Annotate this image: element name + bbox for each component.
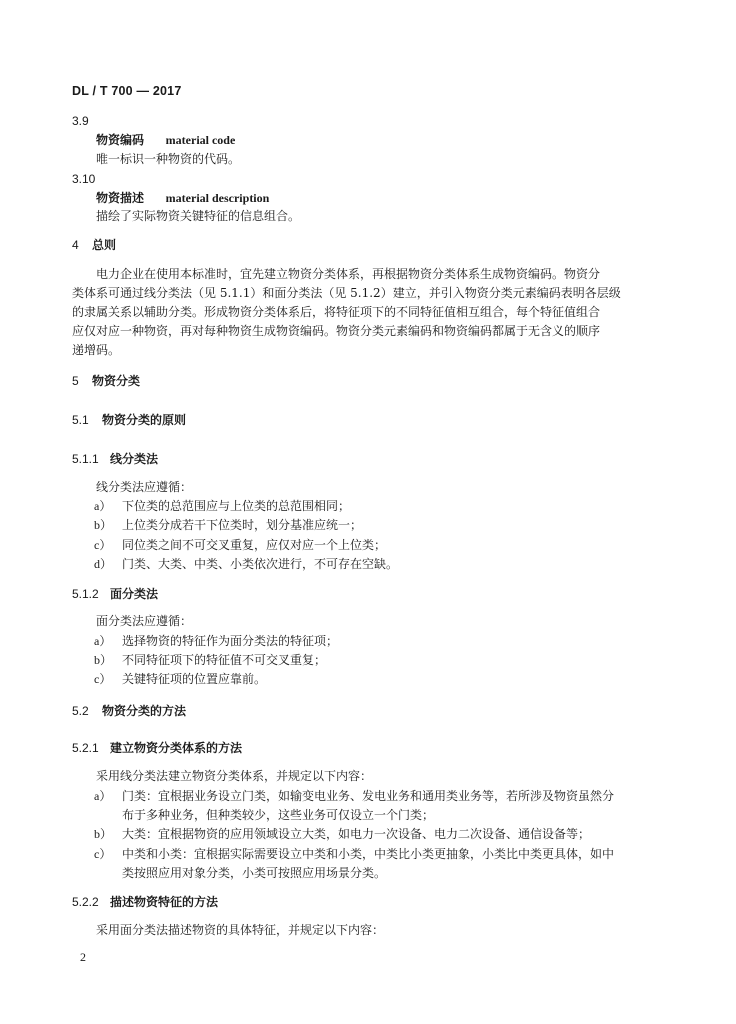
list-marker: c） — [94, 538, 112, 552]
list-item: 不同特征项下的特征值不可交叉重复； — [122, 653, 327, 667]
term-definition: 描绘了实际物资关键特征的信息组合。 — [96, 209, 301, 223]
paragraph-line: 类体系可通过线分类法（见 5.1.1）和面分类法（见 5.1.2）建立，并引入物资分类元素编码表明各层级 — [72, 286, 621, 300]
paragraph-line: 电力企业在使用本标准时，宜先建立物资分类体系，再根据物资分类体系生成物资编码。物资分 — [96, 267, 601, 281]
paragraph-line: 采用面分类法描述物资的具体特征，并规定以下内容： — [96, 923, 385, 937]
paragraph-line: 应仅对应一种物资，再对每种物资生成物资编码。物资分类元素编码和物资编码都属于无含义的顺序 — [72, 324, 601, 338]
list-marker: a） — [94, 789, 112, 803]
list-marker: c） — [94, 847, 112, 861]
list-item: 门类、大类、中类、小类依次进行，不可存在空缺。 — [122, 557, 399, 571]
list-item: 同位类之间不可交叉重复，应仅对应一个上位类； — [122, 538, 387, 552]
section-heading: 5.1.1 线分类法 — [72, 452, 159, 466]
list-item: 中类和小类：宜根据实际需要设立中类和小类，中类比小类更抽象，小类比中类更具体，如中 — [122, 847, 615, 861]
list-item: 门类：宜根据业务设立门类，如输变电业务、发电业务和通用类业务等，若所涉及物资虽然分 — [122, 789, 615, 803]
section-heading: 5.1 物资分类的原则 — [72, 413, 187, 427]
term-english: material code — [165, 133, 236, 147]
list-marker: d） — [94, 557, 113, 571]
section-heading: 5 物资分类 — [72, 374, 141, 388]
section-heading: 5.2.1 建立物资分类体系的方法 — [72, 741, 243, 755]
list-marker: b） — [94, 653, 113, 667]
list-item: 大类：宜根据物资的应用领域设立大类，如电力一次设备、电力二次设备、通信设备等； — [122, 827, 591, 841]
list-item: 下位类的总范围应与上位类的总范围相同； — [122, 499, 351, 513]
list-marker: a） — [94, 499, 112, 513]
list-item: 关键特征项的位置应靠前。 — [122, 672, 267, 686]
term-title-line — [96, 189, 269, 207]
term-title-line — [96, 131, 235, 149]
list-marker: a） — [94, 634, 112, 648]
term-english: material description — [165, 191, 270, 205]
list-marker: b） — [94, 518, 113, 532]
term-title: 物资编码 — [96, 133, 145, 147]
list-item-continuation: 类按照应用对象分类，小类可按照应用场景分类。 — [122, 866, 387, 880]
section-heading: 5.2 物资分类的方法 — [72, 704, 187, 718]
paragraph-line: 面分类法应遵循： — [96, 614, 193, 628]
paragraph-line: 采用线分类法建立物资分类体系，并规定以下内容： — [96, 769, 373, 783]
list-item-continuation: 布于多种业务，但种类较少，这些业务可仅设立一个门类； — [122, 808, 435, 822]
section-heading: 5.2.2 描述物资特征的方法 — [72, 895, 219, 909]
term-number: 3.10 — [72, 172, 96, 186]
term-title: 物资描述 — [96, 191, 145, 205]
list-item: 选择物资的特征作为面分类法的特征项； — [122, 634, 339, 648]
section-heading: 4 总则 — [72, 238, 117, 252]
paragraph-line: 线分类法应遵循： — [96, 480, 193, 494]
list-item: 上位类分成若干下位类时，划分基准应统一； — [122, 518, 363, 532]
term-definition: 唯一标识一种物资的代码。 — [96, 152, 241, 166]
list-marker: b） — [94, 827, 113, 841]
paragraph-line: 的隶属关系以辅助分类。形成物资分类体系后，将特征项下的不同特征值相互组合，每个特征值组合 — [72, 305, 601, 319]
section-heading: 5.1.2 面分类法 — [72, 587, 159, 601]
list-marker: c） — [94, 672, 112, 686]
term-number: 3.9 — [72, 114, 89, 128]
paragraph-line: 递增码。 — [72, 343, 121, 357]
standard-code-header: DL / T 700 — 2017 — [72, 84, 182, 98]
page-number: 2 — [80, 950, 86, 964]
